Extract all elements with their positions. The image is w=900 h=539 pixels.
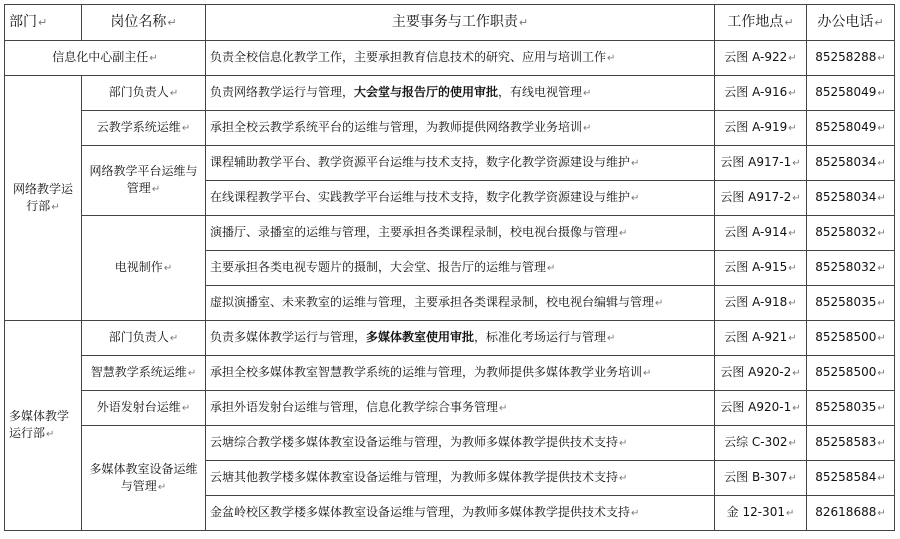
position-cell: 部门负责人 ↵ bbox=[82, 76, 206, 111]
phone-cell: 85258500 ↵ bbox=[807, 321, 895, 356]
duty-cell: 负责网络教学运行与管理，大会堂与报告厅的使用审批，有线电视管理 ↵ bbox=[206, 76, 715, 111]
location-cell: 云图 A917-1 ↵ bbox=[715, 146, 807, 181]
position-cell: 电视制作 ↵ bbox=[82, 216, 206, 321]
location-cell: 云图 A-919 ↵ bbox=[715, 111, 807, 146]
location-cell: 云综 C-302 ↵ bbox=[715, 426, 807, 461]
location-cell: 云图 B-307 ↵ bbox=[715, 461, 807, 496]
duty-cell: 金盆岭校区教学楼多媒体教室设备运维与管理，为教师多媒体教学提供技术支持 ↵ bbox=[206, 496, 715, 531]
duty-cell: 演播厅、录播室的运维与管理，主要承担各类课程录制，校电视台摄像与管理 ↵ bbox=[206, 216, 715, 251]
duty-cell: 主要承担各类电视专题片的摄制，大会堂、报告厅的运维与管理 ↵ bbox=[206, 251, 715, 286]
table-row bbox=[5, 356, 895, 391]
phone-cell: 85258032 ↵ bbox=[807, 251, 895, 286]
dept-cell: 信息化中心副主任 ↵ bbox=[5, 41, 206, 76]
header-duties: 主要事务与工作职责 ↵ bbox=[206, 5, 715, 41]
header-row bbox=[5, 5, 895, 41]
table-row bbox=[5, 391, 895, 426]
duty-cell: 承担全校多媒体教室智慧教学系统的运维与管理，为教师提供多媒体教学业务培训 ↵ bbox=[206, 356, 715, 391]
phone-cell: 85258035 ↵ bbox=[807, 286, 895, 321]
location-cell: 金 12-301 ↵ bbox=[715, 496, 807, 531]
location-cell: 云图 A920-2 ↵ bbox=[715, 356, 807, 391]
phone-cell: 85258288 ↵ bbox=[807, 41, 895, 76]
phone-cell: 85258049 ↵ bbox=[807, 76, 895, 111]
duty-cell: 承担外语发射台运维与管理，信息化教学综合事务管理 ↵ bbox=[206, 391, 715, 426]
location-cell: 云图 A-922 ↵ bbox=[715, 41, 807, 76]
header-dept: 部门 ↵ bbox=[5, 5, 82, 41]
duty-cell: 负责全校信息化教学工作，主要承担教育信息技术的研究、应用与培训工作 ↵ bbox=[206, 41, 715, 76]
phone-cell: 85258034 ↵ bbox=[807, 181, 895, 216]
location-cell: 云图 A920-1 ↵ bbox=[715, 391, 807, 426]
dept-cell: 多媒体教学运行部 ↵ bbox=[5, 321, 82, 531]
location-cell: 云图 A-918 ↵ bbox=[715, 286, 807, 321]
duty-cell: 在线课程教学平台、实践教学平台运维与技术支持，数字化教学资源建设与维护 ↵ bbox=[206, 181, 715, 216]
position-cell: 多媒体教室设备运维与管理 ↵ bbox=[82, 426, 206, 531]
position-cell: 部门负责人 ↵ bbox=[82, 321, 206, 356]
position-cell: 外语发射台运维 ↵ bbox=[82, 391, 206, 426]
duty-cell: 承担全校云教学系统平台的运维与管理，为教师提供网络教学业务培训 ↵ bbox=[206, 111, 715, 146]
phone-cell: 85258049 ↵ bbox=[807, 111, 895, 146]
position-cell: 智慧教学系统运维 ↵ bbox=[82, 356, 206, 391]
duty-cell: 负责多媒体教学运行与管理，多媒体教室使用审批，标准化考场运行与管理 ↵ bbox=[206, 321, 715, 356]
duty-cell: 课程辅助教学平台、教学资源平台运维与技术支持，数字化教学资源建设与维护 ↵ bbox=[206, 146, 715, 181]
position-cell: 云教学系统运维 ↵ bbox=[82, 111, 206, 146]
table-row bbox=[5, 426, 895, 461]
location-cell: 云图 A-916 ↵ bbox=[715, 76, 807, 111]
header-position: 岗位名称 ↵ bbox=[82, 5, 206, 41]
position-cell: 网络教学平台运维与管理 ↵ bbox=[82, 146, 206, 216]
phone-cell: 85258034 ↵ bbox=[807, 146, 895, 181]
header-location: 工作地点 ↵ bbox=[715, 5, 807, 41]
table-row bbox=[5, 111, 895, 146]
location-cell: 云图 A-915 ↵ bbox=[715, 251, 807, 286]
phone-cell: 85258032 ↵ bbox=[807, 216, 895, 251]
duty-cell: 虚拟演播室、未来教室的运维与管理，主要承担各类课程录制，校电视台编辑与管理 ↵ bbox=[206, 286, 715, 321]
header-phone: 办公电话 ↵ bbox=[807, 5, 895, 41]
phone-cell: 85258035 ↵ bbox=[807, 391, 895, 426]
phone-cell: 85258583 ↵ bbox=[807, 426, 895, 461]
table-row bbox=[5, 146, 895, 181]
table-row bbox=[5, 41, 895, 76]
location-cell: 云图 A-921 ↵ bbox=[715, 321, 807, 356]
duty-cell: 云塘其他教学楼多媒体教室设备运维与管理，为教师多媒体教学提供技术支持 ↵ bbox=[206, 461, 715, 496]
duty-table bbox=[4, 4, 895, 531]
table-row bbox=[5, 76, 895, 111]
phone-cell: 85258584 ↵ bbox=[807, 461, 895, 496]
phone-cell: 82618688 ↵ bbox=[807, 496, 895, 531]
duty-cell: 云塘综合教学楼多媒体教室设备运维与管理，为教师多媒体教学提供技术支持 ↵ bbox=[206, 426, 715, 461]
table-row bbox=[5, 216, 895, 251]
phone-cell: 85258500 ↵ bbox=[807, 356, 895, 391]
table-row bbox=[5, 321, 895, 356]
dept-cell: 网络教学运行部 ↵ bbox=[5, 76, 82, 321]
location-cell: 云图 A917-2 ↵ bbox=[715, 181, 807, 216]
location-cell: 云图 A-914 ↵ bbox=[715, 216, 807, 251]
